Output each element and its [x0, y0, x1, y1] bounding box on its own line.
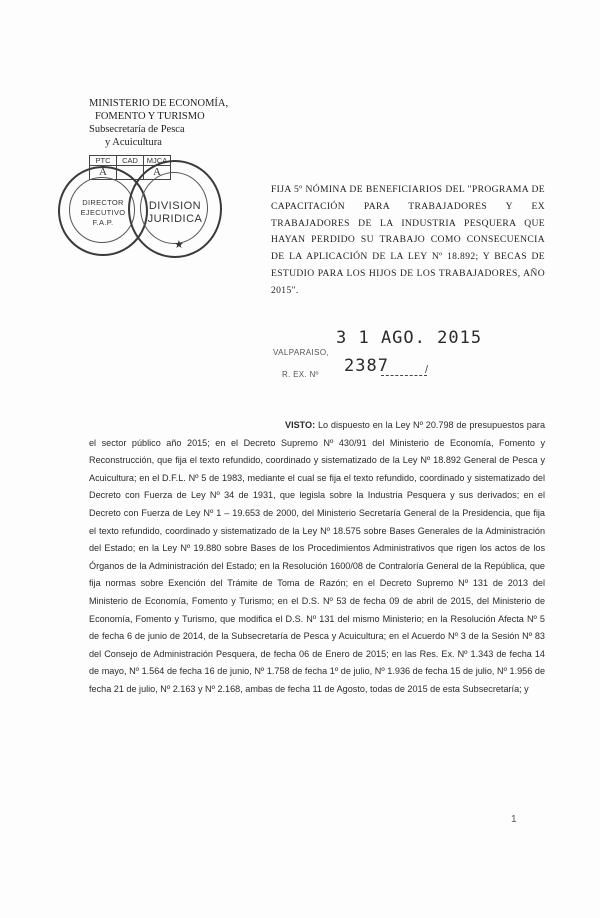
star-icon: ★: [174, 239, 184, 251]
stamp-text: DIRECTOR: [82, 198, 124, 207]
letterhead-ministry-cont: FOMENTO Y TURISMO: [95, 111, 205, 122]
letterhead-ministry: MINISTERIO DE ECONOMÍA,: [89, 98, 229, 109]
stamp-text: JURIDICA: [147, 213, 203, 225]
stamp-text: EJECUTIVO: [80, 208, 126, 217]
place-label: VALPARAISO,: [273, 348, 330, 357]
rex-label: R. EX. Nº: [282, 370, 319, 379]
stamp-text: F.A.P.: [92, 218, 114, 227]
letterhead-subsecretaria-cont: y Acuicultura: [105, 137, 162, 148]
routing-header: CAD: [117, 156, 144, 166]
letterhead-subsecretaria: Subsecretaría de Pesca: [89, 124, 185, 135]
visto-text: Lo dispuesto en la Ley Nº 20.798 de presupuestos para el sector público año 2015; en el Decreto Supremo Nº 430/91 del Ministerio de Economía, Fomento y Reconstrucción, que fija el texto refundido, coordinado y sistematizado de la Ley Nº 18.892 General de Pesca y Acuicultura; en el D.F.L. Nº 5 de 1983, mediante el cual se fija el texto refundido, coordinado y sistematizado del Decreto con Fuerza de Ley Nº 34 de 1931, que legisla sobre la Industria Pesquera y sus derivados; en el Decreto con Fuerza de Ley Nº 1 – 19.653 de 2000, del Ministerio Secretaría General de la Presidencia, que fija el texto refundido, coordinado y sistematizado de la Ley Nº 18.575 sobre Bases Generales de la Administración del Estado; en la Ley Nº 19.880 sobre Bases de los Procedimientos Administrativos que rigen los actos de los Órganos de la Administración del Estado; en la Resolución 1600/08 de Contraloría General de la República, que fija normas sobre Exención del Trámite de Toma de Razón; en el Decreto Supremo Nº 131 de 2013 del Ministerio de Economía, Fomento y Turismo; en el D.S. Nº 53 de fecha 09 de abril de 2015, del Ministerio de Economía, Fomento y Turismo, que modifica el D.S. Nº 131 del mismo Ministerio; en la Resolución Afecta Nº 5 de fecha 6 de junio de 2014, de la Subsecretaría de Pesca y Acuicultura; en el Acuerdo Nº 3 de la Sesión Nº 83 del Consejo de Administración Pesquera, de fecha 06 de Enero de 2015; en las Res. Ex. Nº 1.343 de fecha 14 de mayo, Nº 1.564 de fecha 16 de junio, Nº 1.758 de fecha 1º de julio, Nº 1.936 de fecha 15 de julio, Nº 1.956 de fecha 21 de julio, Nº 2.163 y Nº 2.168, ambas de fecha 11 de Agosto, todas de 2015 de esta Subsecretaría; y: [89, 420, 545, 694]
routing-mark: A: [144, 166, 171, 180]
routing-header: PTC: [90, 156, 117, 166]
page-mark: 1: [511, 814, 517, 825]
visto-label: VISTO:: [285, 420, 316, 430]
rex-slash: /: [425, 364, 429, 376]
resolution-date: 3 1 AGO. 2015: [336, 328, 483, 348]
routing-mark: A: [90, 166, 117, 180]
letterhead: [89, 97, 228, 149]
routing-header: MJCA: [144, 156, 171, 166]
stamp-text: DIVISION: [148, 200, 202, 212]
resolution-title: FIJA 5º NÓMINA DE BENEFICIARIOS DEL "PROGRAMA DE CAPACITACIÓN PARA TRABAJADORES Y EX TRABAJADORES DE LA INDUSTRIA PESQUERA QUE HAYAN PERDIDO SU TRABAJO COMO CONSECUENCIA DE LA APLICACIÓN DE LA LEY Nº 18.892; Y BECAS DE ESTUDIO PARA LOS HIJOS DE LOS TRABAJADORES, AÑO 2015".: [271, 184, 545, 296]
rex-number: 2387: [344, 356, 389, 376]
visto-paragraph: [89, 417, 545, 699]
rex-underline: [381, 375, 427, 376]
